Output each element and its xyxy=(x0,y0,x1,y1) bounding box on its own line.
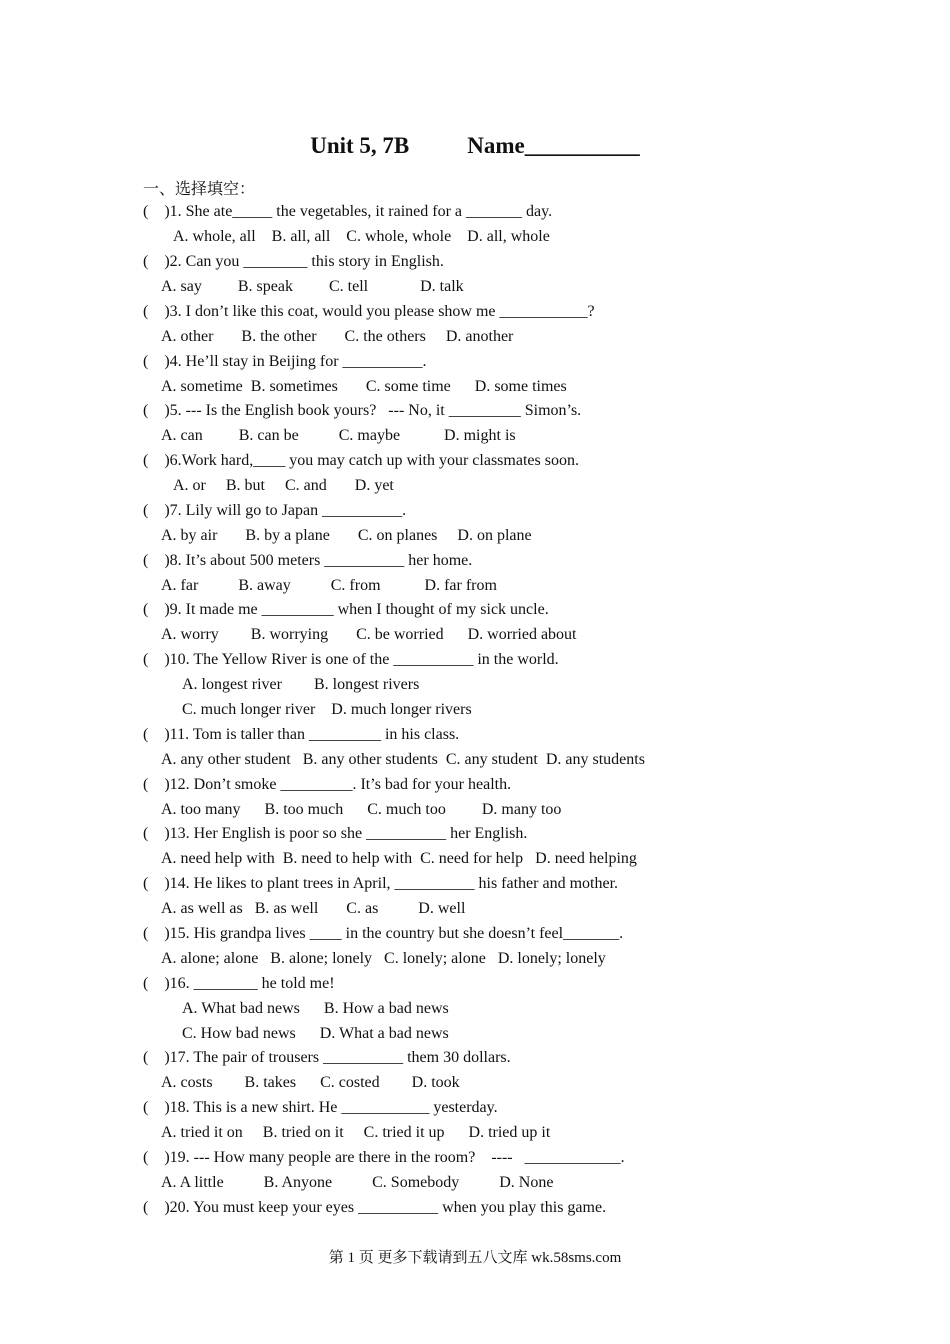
question-6: ( )6.Work hard,____ you may catch up with your classmates soon. xyxy=(143,452,579,469)
options-15: A. alone; alone B. alone; lonely C. lonely; alone D. lonely; lonely xyxy=(161,950,606,967)
options-16b: C. How bad news D. What a bad news xyxy=(182,1025,449,1042)
options-1: A. whole, all B. all, all C. whole, whole D. all, whole xyxy=(173,228,550,245)
title-name-field: Name__________ xyxy=(467,133,640,158)
options-9: A. worry B. worrying C. be worried D. worried about xyxy=(161,626,577,643)
page-title xyxy=(0,133,950,159)
options-2: A. say B. speak C. tell D. talk xyxy=(161,278,464,295)
section-heading: 一、选择填空： xyxy=(143,181,256,198)
question-8: ( )8. It’s about 500 meters __________ her home. xyxy=(143,552,473,569)
options-11: A. any other student B. any other students C. any student D. any students xyxy=(161,751,645,768)
question-20: ( )20. You must keep your eyes __________ when you play this game. xyxy=(143,1199,607,1216)
options-12: A. too many B. too much C. much too D. many too xyxy=(161,801,562,818)
question-11: ( )11. Tom is taller than _________ in his class. xyxy=(143,726,460,743)
question-12: ( )12. Don’t smoke _________. It’s bad for your health. xyxy=(143,776,512,793)
question-2: ( )2. Can you ________ this story in English. xyxy=(143,253,444,270)
title-unit: Unit 5, 7B xyxy=(310,133,410,158)
page-footer: 第 1 页 更多下载请到五八文库 wk.58sms.com xyxy=(328,1250,622,1266)
options-14: A. as well as B. as well C. as D. well xyxy=(161,900,466,917)
options-16a: A. What bad news B. How a bad news xyxy=(182,1000,449,1017)
question-17: ( )17. The pair of trousers __________ them 30 dollars. xyxy=(143,1049,511,1066)
options-3: A. other B. the other C. the others D. another xyxy=(161,328,514,345)
options-5: A. can B. can be C. maybe D. might is xyxy=(161,427,516,444)
question-9: ( )9. It made me _________ when I thought of my sick uncle. xyxy=(143,601,549,618)
question-4: ( )4. He’ll stay in Beijing for __________. xyxy=(143,353,427,370)
options-18: A. tried it on B. tried on it C. tried it up D. tried up it xyxy=(161,1124,551,1141)
question-19: ( )19. --- How many people are there in the room? ---- ____________. xyxy=(143,1149,625,1166)
question-16: ( )16. ________ he told me! xyxy=(143,975,335,992)
options-7: A. by air B. by a plane C. on planes D. on plane xyxy=(161,527,532,544)
options-10b: C. much longer river D. much longer rivers xyxy=(182,701,472,718)
question-15: ( )15. His grandpa lives ____ in the country but she doesn’t feel_______. xyxy=(143,925,624,942)
question-5: ( )5. --- Is the English book yours? --- No, it _________ Simon’s. xyxy=(143,402,582,419)
options-17: A. costs B. takes C. costed D. took xyxy=(161,1074,460,1091)
options-6: A. or B. but C. and D. yet xyxy=(173,477,394,494)
question-3: ( )3. I don’t like this coat, would you please show me ___________? xyxy=(143,303,595,320)
question-18: ( )18. This is a new shirt. He ___________ yesterday. xyxy=(143,1099,498,1116)
question-10: ( )10. The Yellow River is one of the __________ in the world. xyxy=(143,651,559,668)
question-7: ( )7. Lily will go to Japan __________. xyxy=(143,502,407,519)
options-8: A. far B. away C. from D. far from xyxy=(161,577,497,594)
options-19: A. A little B. Anyone C. Somebody D. None xyxy=(161,1174,554,1191)
question-13: ( )13. Her English is poor so she __________ her English. xyxy=(143,825,528,842)
question-14: ( )14. He likes to plant trees in April, __________ his father and mother. xyxy=(143,875,619,892)
question-1: ( )1. She ate_____ the vegetables, it rained for a _______ day. xyxy=(143,203,553,220)
options-10a: A. longest river B. longest rivers xyxy=(182,676,420,693)
options-4: A. sometime B. sometimes C. some time D. some times xyxy=(161,378,567,395)
options-13: A. need help with B. need to help with C. need for help D. need helping xyxy=(161,850,637,867)
